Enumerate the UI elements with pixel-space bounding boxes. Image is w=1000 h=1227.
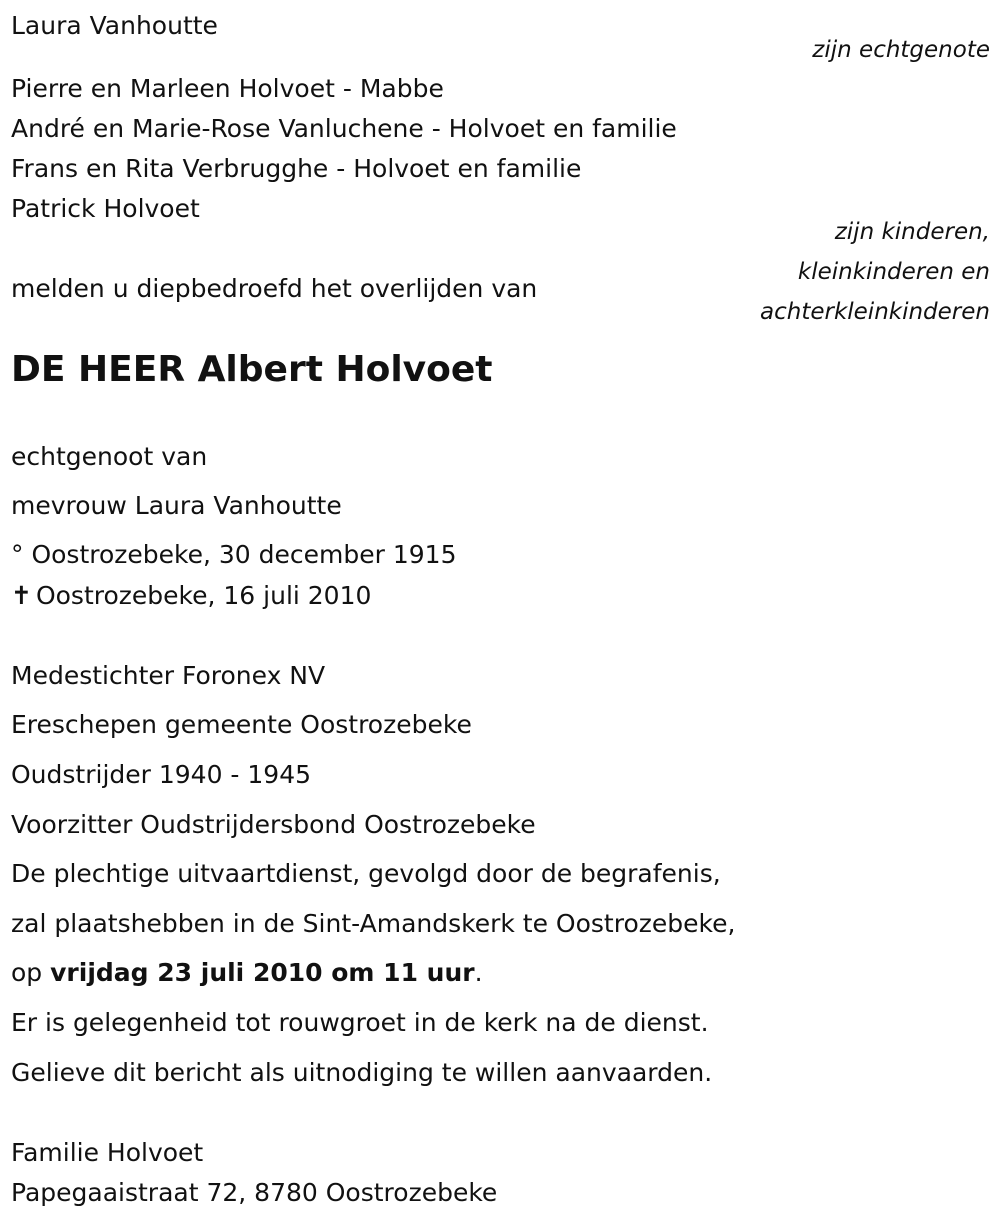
- spouse-role: zijn echtgenote: [812, 37, 990, 63]
- child-line-4: Patrick Holvoet: [11, 194, 200, 223]
- deceased-spouse-name: mevrouw Laura Vanhoutte: [11, 491, 342, 520]
- children-role-3: achterkleinkinderen: [760, 299, 990, 325]
- funeral-date: vrijdag 23 juli 2010 om 11 uur: [50, 958, 475, 987]
- death-date: Oostrozebeke, 16 juli 2010: [35, 581, 372, 610]
- funeral-line-2: zal plaatshebben in de Sint-Amandskerk te Oostrozebeke,: [11, 909, 736, 938]
- announcement: melden u diepbedroefd het overlijden van: [11, 274, 538, 303]
- funeral-line-1: De plechtige uitvaartdienst, gevolgd door de begrafenis,: [11, 859, 721, 888]
- children-role-1: zijn kinderen,: [834, 219, 990, 245]
- title-line-1: Medestichter Foronex NV: [11, 661, 326, 690]
- title-line-4: Voorzitter Oudstrijdersbond Oostrozebeke: [11, 810, 536, 839]
- children-role-2: kleinkinderen en: [797, 259, 990, 285]
- birth-symbol: °: [11, 540, 24, 569]
- contact-family: Familie Holvoet: [11, 1138, 204, 1167]
- child-line-3: Frans en Rita Verbrugghe - Holvoet en familie: [11, 154, 582, 183]
- funeral-date-suffix: .: [474, 958, 483, 987]
- funeral-line-3: [11, 957, 483, 989]
- birth-date: Oostrozebeke, 30 december 1915: [31, 540, 457, 569]
- title-line-3: Oudstrijder 1940 - 1945: [11, 760, 312, 789]
- child-line-1: Pierre en Marleen Holvoet - Mabbe: [11, 74, 444, 103]
- title-line-2: Ereschepen gemeente Oostrozebeke: [11, 710, 472, 739]
- spouse-name: Laura Vanhoutte: [11, 11, 218, 40]
- deceased-title: DE HEER Albert Holvoet: [11, 349, 493, 390]
- funeral-line-4: Er is gelegenheid tot rouwgroet in de kerk na de dienst.: [11, 1008, 709, 1037]
- funeral-line-5: Gelieve dit bericht als uitnodiging te willen aanvaarden.: [11, 1058, 713, 1087]
- birth-line: [11, 539, 456, 571]
- child-line-2: André en Marie-Rose Vanluchene - Holvoet en familie: [11, 114, 677, 143]
- cross-icon: ✝: [11, 581, 32, 610]
- contact-address: Papegaaistraat 72, 8780 Oostrozebeke: [11, 1178, 498, 1207]
- funeral-date-prefix: op: [11, 958, 51, 987]
- spouse-label: echtgenoot van: [11, 442, 208, 471]
- death-line: [11, 580, 371, 612]
